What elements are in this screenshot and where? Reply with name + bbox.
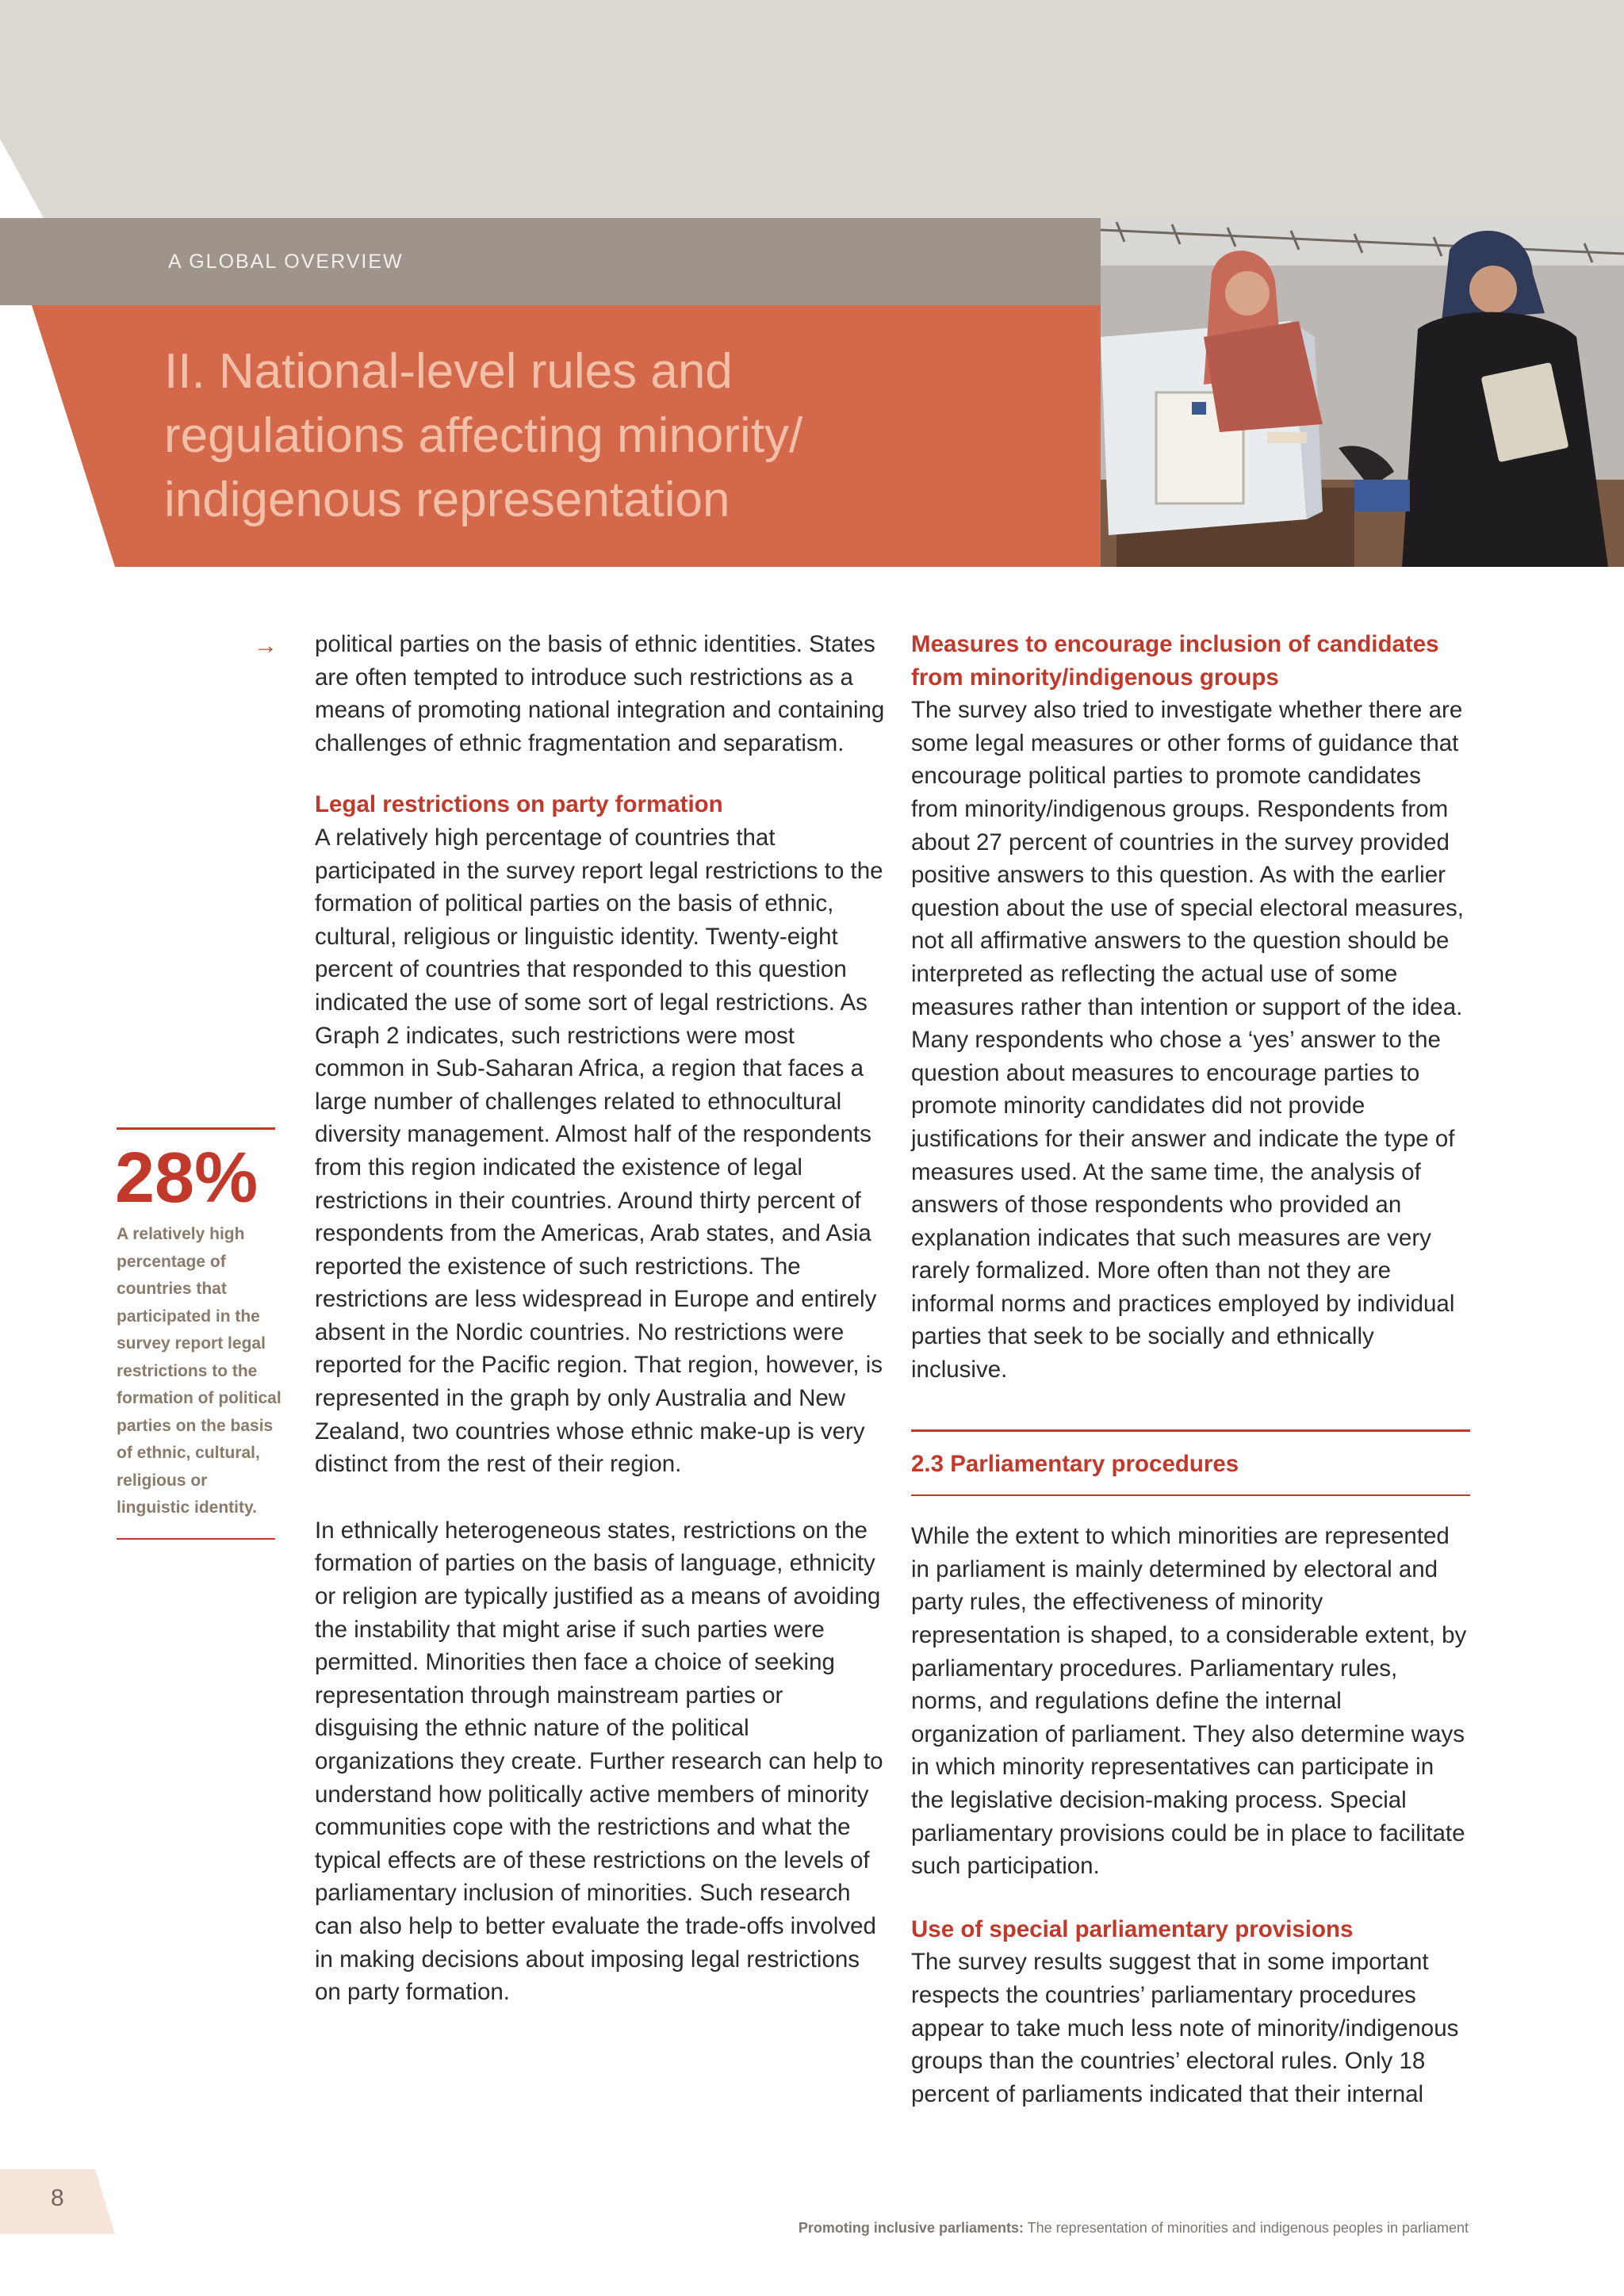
footer-title-rest: The representation of minorities and indigenous peoples in parliament — [1023, 2220, 1469, 2236]
subheading-special-provisions: Use of special parliamentary provisions — [911, 1915, 1354, 1942]
stat-top-rule — [117, 1127, 275, 1130]
chapter-title — [164, 339, 1076, 532]
text-column-left — [315, 628, 886, 2009]
stat-number: 28% — [115, 1138, 259, 1218]
chapter-title-line-1: II. National-level rules and — [164, 344, 733, 399]
subheading-legal-restrictions: Legal restrictions on party formation — [315, 791, 723, 818]
intro-paragraph: political parties on the basis of ethnic identities. States are often tempted to introduce such restrictions as a means of promoting national integration and containing challenges of ethnic fragmentation and separatism. — [315, 631, 885, 756]
paragraph-special-provisions: The survey results suggest that in some important respects the countries’ parliamentary procedures appear to take much less note of minority/indigenous groups than the countries’ electoral rules. Only 18 percent of parliaments indicated that their internal — [911, 1949, 1459, 2107]
header-top-band — [0, 0, 1624, 218]
header-label-bar — [0, 218, 1101, 305]
paragraph-heterogeneous-states: In ethnically heterogeneous states, restrictions on the formation of parties on the basis of language, ethnicity or religion are typically justified as a means of avoiding the instability that might arise if such parties were permitted. Minorities then face a choice of seeking representation through mainstream parties or disguising the ethnic nature of the political organizations they create. Further research can help to understand how politically active members of minority communities cope with the restrictions and what the typical effects are of these restrictions on the levels of parliamentary inclusion of minorities. Such research can also help to better evaluate the trade-offs involved in making decisions about imposing legal restrictions on party formation. — [315, 1517, 883, 2006]
footer-publication-title — [799, 2220, 1469, 2237]
paragraph-legal-restrictions: A relatively high percentage of countries that participated in the survey report legal restrictions to the formation of political parties on the basis of ethnic, cultural, religious or linguistic identity. Twenty-eight percent of countries that responded to this question indicated the use of some sort of legal restrictions. As Graph 2 indicates, such restrictions were most common in Sub-Saharan Africa, a region that faces a large number of challenges related to ethnocultural diversity management. Almost half of the respondents from this region indicated the existence of legal restrictions in their countries. Around thirty percent of respondents from the Americas, Arab states, and Asia reported the existence of such restrictions. The restrictions are less widespread in Europe and entirely absent in the Nordic countries. No restrictions were reported for the Pacific region. That region, however, is represented in the graph by only Australia and New Zealand, two countries whose ethnic make-up is very distinct from the rest of their region. — [315, 824, 883, 1478]
paragraph-measures-inclusion: The survey also tried to investigate whether there are some legal measures or other forms of guidance that encourage political parties to promote candidates from minority/indigenous groups. Respondents from about 27 percent of countries in the survey provided positive answers to this question. As with the earlier question about the use of special electoral measures, not all affirmative answers to the question should be interpreted as reflecting the actual use of some measures rather than intention or support of the idea. Many respondents who chose a ‘yes’ answer to the question about measures to encourage parties to promote minority candidates did not provide justifications for their answer and indicate the type of measures used. At the same time, the analysis of answers of those respondents who provided an explanation indicates that such measures are very rarely formalized. More often than not they are informal norms and practices employed by individual parties that seek to be socially and ethnically inclusive. — [911, 697, 1464, 1383]
stat-bottom-rule — [117, 1538, 275, 1540]
chapter-title-line-3: indigenous representation — [164, 473, 730, 527]
ballot-box-photo — [1101, 218, 1624, 567]
section-top-rule — [911, 1429, 1470, 1432]
continuation-arrow-icon: → — [254, 633, 278, 659]
page-number: 8 — [51, 2185, 64, 2211]
text-column-right — [911, 628, 1470, 2110]
section-heading-parliamentary-procedures: 2.3 Parliamentary procedures — [911, 1450, 1239, 1477]
section-bottom-rule — [911, 1494, 1470, 1496]
subheading-measures-inclusion: Measures to encourage inclusion of candidates from minority/indigenous groups — [911, 631, 1439, 691]
stat-caption: A relatively high percentage of countries that participated in the survey report legal restrictions to the formation of political parties on the basis of ethnic, cultural, religious or linguistic identity. — [117, 1225, 282, 1517]
footer-title-bold: Promoting inclusive parliaments: — [798, 2220, 1024, 2236]
chapter-title-line-2: regulations affecting minority/ — [164, 408, 803, 463]
paragraph-parliamentary-procedures: While the extent to which minorities are represented in parliament is mainly determined by electoral and party rules, the effectiveness of minority representation is shaped, to a considerable extent, by parliamentary procedures. Parliamentary rules, norms, and regulations define the internal organization of parliament. They also determine ways in which minority representatives can participate in the legislative decision-making process. Special parliamentary provisions could be in place to facilitate such participation. — [911, 1523, 1467, 1880]
section-label: A GLOBAL OVERVIEW — [168, 251, 404, 273]
